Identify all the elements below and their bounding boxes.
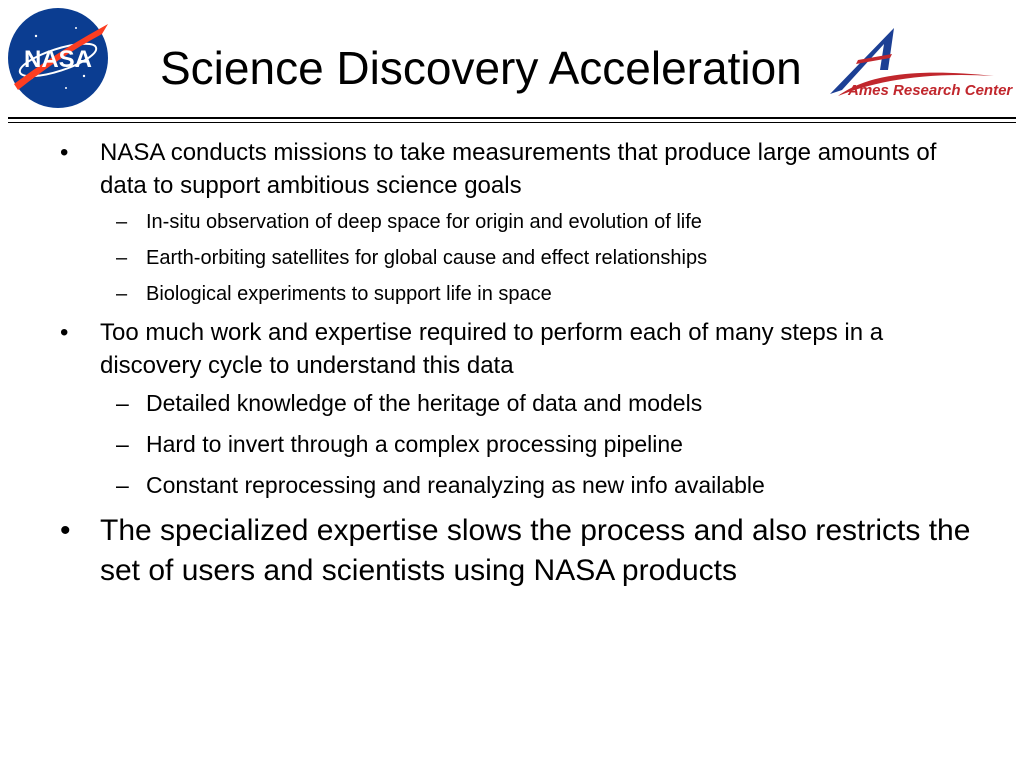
sub-bullet-text: Biological experiments to support life in space: [146, 283, 552, 305]
bullet-glyph: •: [60, 319, 69, 346]
header-divider-thin: [8, 122, 1016, 123]
bullet-glyph: •: [60, 139, 69, 166]
bullet-group: [0, 316, 1024, 501]
ames-research-center-label: Ames Research Center: [848, 82, 1013, 99]
sub-bullet-text: Hard to invert through a complex processing pipeline: [146, 431, 683, 457]
dash-glyph: –: [116, 283, 128, 305]
dash-glyph: –: [116, 431, 129, 457]
bullet-group: [0, 136, 1024, 308]
dash-glyph: –: [116, 390, 129, 416]
sub-bullet-item: [0, 280, 1024, 308]
sub-bullet-item: [0, 244, 1024, 272]
sub-bullet-item: [0, 429, 1024, 460]
nasa-logo-text: NASA: [23, 46, 93, 73]
bullet-text: The specialized expertise slows the process and also restricts the set of users and scientists using NASA products: [100, 514, 971, 587]
sub-bullet-item: [0, 388, 1024, 419]
bullet-item: [0, 136, 1024, 202]
sub-bullet-item: [0, 208, 1024, 236]
dash-glyph: –: [116, 247, 128, 269]
sub-bullet-text: Detailed knowledge of the heritage of data and models: [146, 390, 703, 416]
sub-bullet-text: Earth-orbiting satellites for global cause and effect relationships: [146, 247, 708, 269]
bullet-item: [0, 316, 1024, 382]
header-divider: [8, 117, 1016, 119]
bullet-glyph: •: [60, 514, 71, 547]
bullet-list: [0, 136, 1024, 597]
dash-glyph: –: [116, 472, 129, 498]
sub-bullet-text: Constant reprocessing and reanalyzing as new info available: [146, 472, 765, 498]
bullet-item: [0, 511, 1024, 591]
sub-bullet-item: [0, 470, 1024, 501]
bullet-text: NASA conducts missions to take measurements that produce large amounts of data to support ambitious science goals: [100, 139, 937, 199]
bullet-text: Too much work and expertise required to perform each of many steps in a discovery cycle to understand this data: [100, 319, 884, 379]
page-title: Science Discovery Acceleration: [160, 42, 802, 94]
sub-bullet-text: In-situ observation of deep space for origin and evolution of life: [146, 211, 702, 233]
nasa-logo-icon: [6, 6, 110, 110]
bullet-group: [0, 511, 1024, 591]
dash-glyph: –: [116, 211, 128, 233]
